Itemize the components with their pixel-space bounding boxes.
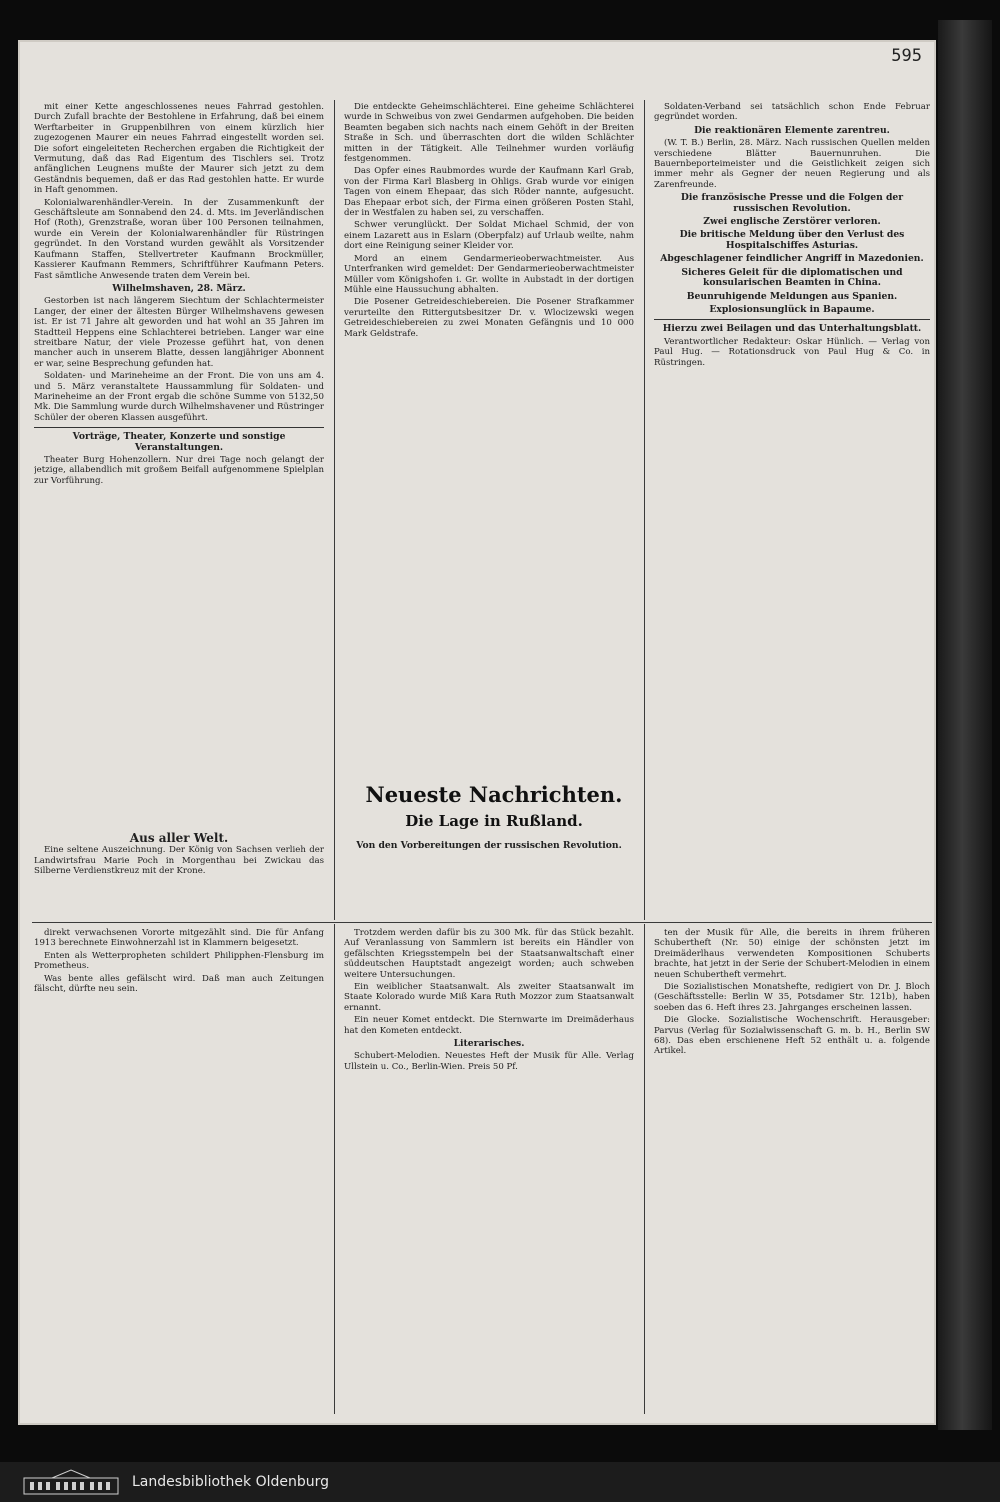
subhead-asturias: Die britische Meldung über den Verlust des Hospitalschiffes Asturias. [679, 229, 905, 251]
column-1-lower [34, 830, 324, 922]
headline-lage-russland: Die Lage in Rußland. [405, 812, 583, 830]
column-2-upper [344, 102, 634, 772]
article-posener: Die Posener Getreideschiebereien. Die Posener Strafkammer verurteilte den Rittergutsbesitzer Dr. v. Wlocizewski wegen Getreideschiebereien zu zwei Monaten Gefängnis und 10 000 Mark Geldstrafe. [344, 297, 634, 339]
column-1-bottom [34, 928, 324, 1418]
column-2-bottom [344, 928, 634, 1418]
book-spine [938, 20, 992, 1430]
subhead-zerstoerer: Zwei englische Zerstörer verloren. [703, 216, 881, 228]
note-beilagen: Hierzu zwei Beilagen und das Unterhaltungsblatt. [662, 323, 922, 335]
article-trotzdem: Trotzdem werden dafür bis zu 300 Mk. für das Stück bezahlt. Auf Veranlassung von Sammlern ist bereits ein Händler von gefälschten Kriegsstempeln bei der Staatsanwaltschaft einer süddeutschen Hauptstadt angezeigt worden; auch schweben weitere Untersuchungen. [344, 928, 634, 980]
dateline-wilhelmshaven: Wilhelmshaven, 28. März. [112, 282, 246, 294]
subhead-reaktionaere: Die reaktionären Elemente zarentreu. [694, 124, 890, 136]
subhead-vorbereitungen: Von den Vorbereitungen der russischen Revolution. [356, 840, 622, 851]
article-verunglueckt: Schwer verunglückt. Der Soldat Michael Schmid, der von einem Lazarett aus in Eslarn (Oberpfalz) auf Urlaub weilte, nahm dort eine Reinigung seiner Kleider vor. [344, 220, 634, 252]
article-einwohnerzahl: direkt verwachsenen Vororte mitgezählt sind. Die für Anfang 1913 berechnete Einwohnerzahl ist in Klammern beigesetzt. [34, 928, 324, 949]
library-name: Landesbibliothek Oldenburg [132, 1474, 330, 1490]
column-3-upper [654, 102, 930, 917]
article-schubert: Schubert-Melodien. Neuestes Heft der Musik für Alle. Verlag Ullstein u. Co., Berlin-Wien. Preis 50 Pf. [344, 1051, 634, 1072]
library-building-icon [22, 1468, 120, 1496]
scan-border [0, 1430, 1000, 1462]
subhead-mazedonien: Abgeschlagener feindlicher Angriff in Mazedonien. [660, 253, 924, 265]
article-soldatenheime: Soldaten- und Marineheime an der Front. Die von uns am 4. und 5. März veranstaltete Haussammlung für Soldaten- und Marineheime an der Front ergab die schöne Summe von 5132,50 Mk. Die Sammlung wurde durch Wilhelmshavener und Rüstringer Schüler der oberen Klassen ausgeführt. [34, 371, 324, 423]
article-gefaelscht: Was bente alles gefälscht wird. Daß man auch Zeitungen fälscht, dürfte neu sein. [34, 973, 324, 995]
article-bauernunruhen: (W. T. B.) Berlin, 28. März. Nach russischen Quellen melden verschiedene Blätter Bauernunruhen. Die Bauernbeporteimeister und die Geistlichkeit zeigen sich immer mehr als Gegner der neuen Regierung und als Zarenfreunde. [654, 138, 930, 190]
column-divider [644, 100, 645, 920]
article-musik-fuer-alle: ten der Musik für Alle, die bereits in ihrem früheren Schubertheft (Nr. 50) einige der schönsten jetzt im Dreimäderlhaus verwendeten Kompositionen Schuberts brachte, hat jetzt in der Serie der Schubert-Melodien in einem neuen Schubertheft vermehrt. [654, 928, 930, 980]
page-number: 595 [891, 46, 922, 66]
subhead-china: Sicheres Geleit für die diplomatischen und konsularischen Beamten in China. [681, 266, 903, 289]
column-1-upper [34, 102, 324, 845]
headline-neueste-nachrichten: Neueste Nachrichten. [365, 782, 623, 807]
column-3-bottom [654, 928, 930, 1418]
article-komet: Ein neuer Komet entdeckt. Die Sternwarte im Dreimäderhaus hat den Kometen entdeckt. [344, 1015, 634, 1036]
article-fahrrad: mit einer Kette angeschlossenes neues Fahrrad gestohlen. Durch Zufall brachte der Bestohlene in Erfahrung, daß bei einem Werftarbeiter in Gruppenbilhren von einem kürzlich hier zugezogenen Maurer ein neues Fahrrad eingestellt worden sei. Die sofort eingeleiteten Recherchen ergaben die Richtigkeit der Vermutung, daß das Rad Eigentum des Tischlers sei. Trotz anfänglichen Leugnens mußte der Maurer sich jetzt zu dem Geständnis bequemen, daß er das Rad gestohlen hatte. Er wurde in Haft genommen. [34, 102, 324, 196]
newspaper-page [18, 40, 936, 1425]
headline-literarisches: Literarisches. [453, 1038, 525, 1050]
article-mord: Mord an einem Gendarmerieoberwachtmeister. Aus Unterfranken wird gemeldet: Der Gendarmerieoberwachtmeister Müller vom Königshofen i. Gr. wollte in Aubstadt in der dortigen Mühle eine Haussuchung abhalten. [344, 253, 634, 295]
subhead-bapaume: Explosionsunglück in Bapaume. [709, 303, 875, 315]
article-staatsanwalt: Ein weiblicher Staatsanwalt. Als zweiter Staatsanwalt im Staate Kolorado wurde Miß Kara Ruth Mozzor zum Staatsanwalt ernannt. [344, 982, 634, 1013]
subhead-franzoesische-presse: Die französische Presse und die Folgen der russischen Revolution. [680, 192, 904, 214]
article-auszeichnung: Eine seltene Auszeichnung. Der König von Sachsen verlieh der Landwirtsfrau Marie Poch in Morgenthau bei Zwickau das Silberne Verdienstkreuz mit der Krone. [34, 845, 324, 877]
article-raubmord: Das Opfer eines Raubmordes wurde der Kaufmann Karl Grab, von der Firma Karl Blasberg in Ohligs. Grab wurde vor einigen Tagen von einem Ehepaar, das sich Röder nannte, aufgesucht. Das Ehepaar erbot sich, der Firma einen größeren Posten Stahl, der in Westfalen zu haben sei, zu verschaffen. [344, 166, 634, 219]
headline-aus-aller-welt: Aus aller Welt. [129, 831, 229, 845]
article-soldaten-verband: Soldaten-Verband sei tatsächlich schon Ende Februar gegründet worden. [654, 102, 930, 123]
divider [34, 427, 324, 428]
article-gestorben: Gestorben ist nach längerem Siechtum der Schlachtermeister Langer, der einer der ältesten Bürger Wilhelmshavens gewesen ist. Er ist 71 Jahre alt geworden und hat wohl an 35 Jahren im Stadtteil Heppens eine Schlachterei betrieben. Langer war eine streitbare Natur, der viele Prozesse geführt hat, von denen mancher auch in unserem Blatte, dessen langjähriger Abonnent er war, seine Besprechung gefunden hat. [34, 296, 324, 369]
horizontal-divider [32, 922, 932, 923]
column-divider [334, 100, 335, 920]
section-vortraege: Vorträge, Theater, Konzerte und sonstige Veranstaltungen. [72, 431, 286, 453]
divider [654, 319, 930, 320]
article-enten: Enten als Wetterpropheten schildert Philipphen-Flensburg im Prometheus. [34, 950, 324, 972]
column-2-russland [344, 838, 634, 920]
article-theater: Theater Burg Hohenzollern. Nur drei Tage noch gelangt der jetzige, allabendlich mit großem Beifall aufgenommene Spielplan zur Vorführung. [34, 455, 324, 486]
imprint: Verantwortlicher Redakteur: Oskar Hünlich. — Verlag von Paul Hug. — Rotationsdruck von Paul Hug & Co. in Rüstringen. [654, 336, 930, 368]
footer-bar [0, 1462, 1000, 1502]
article-monatshefte: Die Sozialistischen Monatshefte, redigiert von Dr. J. Bloch (Geschäftsstelle: Berlin W 35, Potsdamer Str. 121b), haben soeben das 6. Heft ihres 23. Jahrganges erscheinen lassen. [654, 982, 930, 1013]
article-geheimschlaechterei: Die entdeckte Geheimschlächterei. Eine geheime Schlächterei wurde in Schweibus von zwei Gendarmen aufgehoben. Die beiden Beamten begaben sich nachts nach einem Gehöft in der Breiten Straße in Sch. und überraschten dort die wilden Schlächter mitten in der Tätigkeit. Alle Teilnehmer wurden vorläufig festgenommen. [344, 102, 634, 165]
column-divider [644, 924, 645, 1414]
column-divider [334, 924, 335, 1414]
article-glocke: Die Glocke. Sozialistische Wochenschrift. Herausgeber: Parvus (Verlag für Sozialwissenschaft G. m. b. H., Berlin SW 68). Das eben erschienene Heft 52 enthält u. a. folgende Artikel. [654, 1015, 930, 1057]
subhead-spanien: Beunruhigende Meldungen aus Spanien. [686, 290, 898, 302]
article-kolonialwaren: Kolonialwarenhändler-Verein. In der Zusammenkunft der Geschäftsleute am Sonnabend den 24. d. Mts. im Jeverländischen Hof (Roth), Grenzstraße, woran über 100 Personen teilnahmen, wurde ein Verein der Kolonialwarenhändler für Rüstringen gegründet. In den Vorstand wurden gewählt als Vorsitzender Kaufmann Staffen, Stellvertreter Kaufmann Brockmüller, Kassierer Kaufmann Remmers, Schriftführer Kaufmann Peters. Fast sämtliche Anwesende traten dem Verein bei. [34, 197, 324, 281]
